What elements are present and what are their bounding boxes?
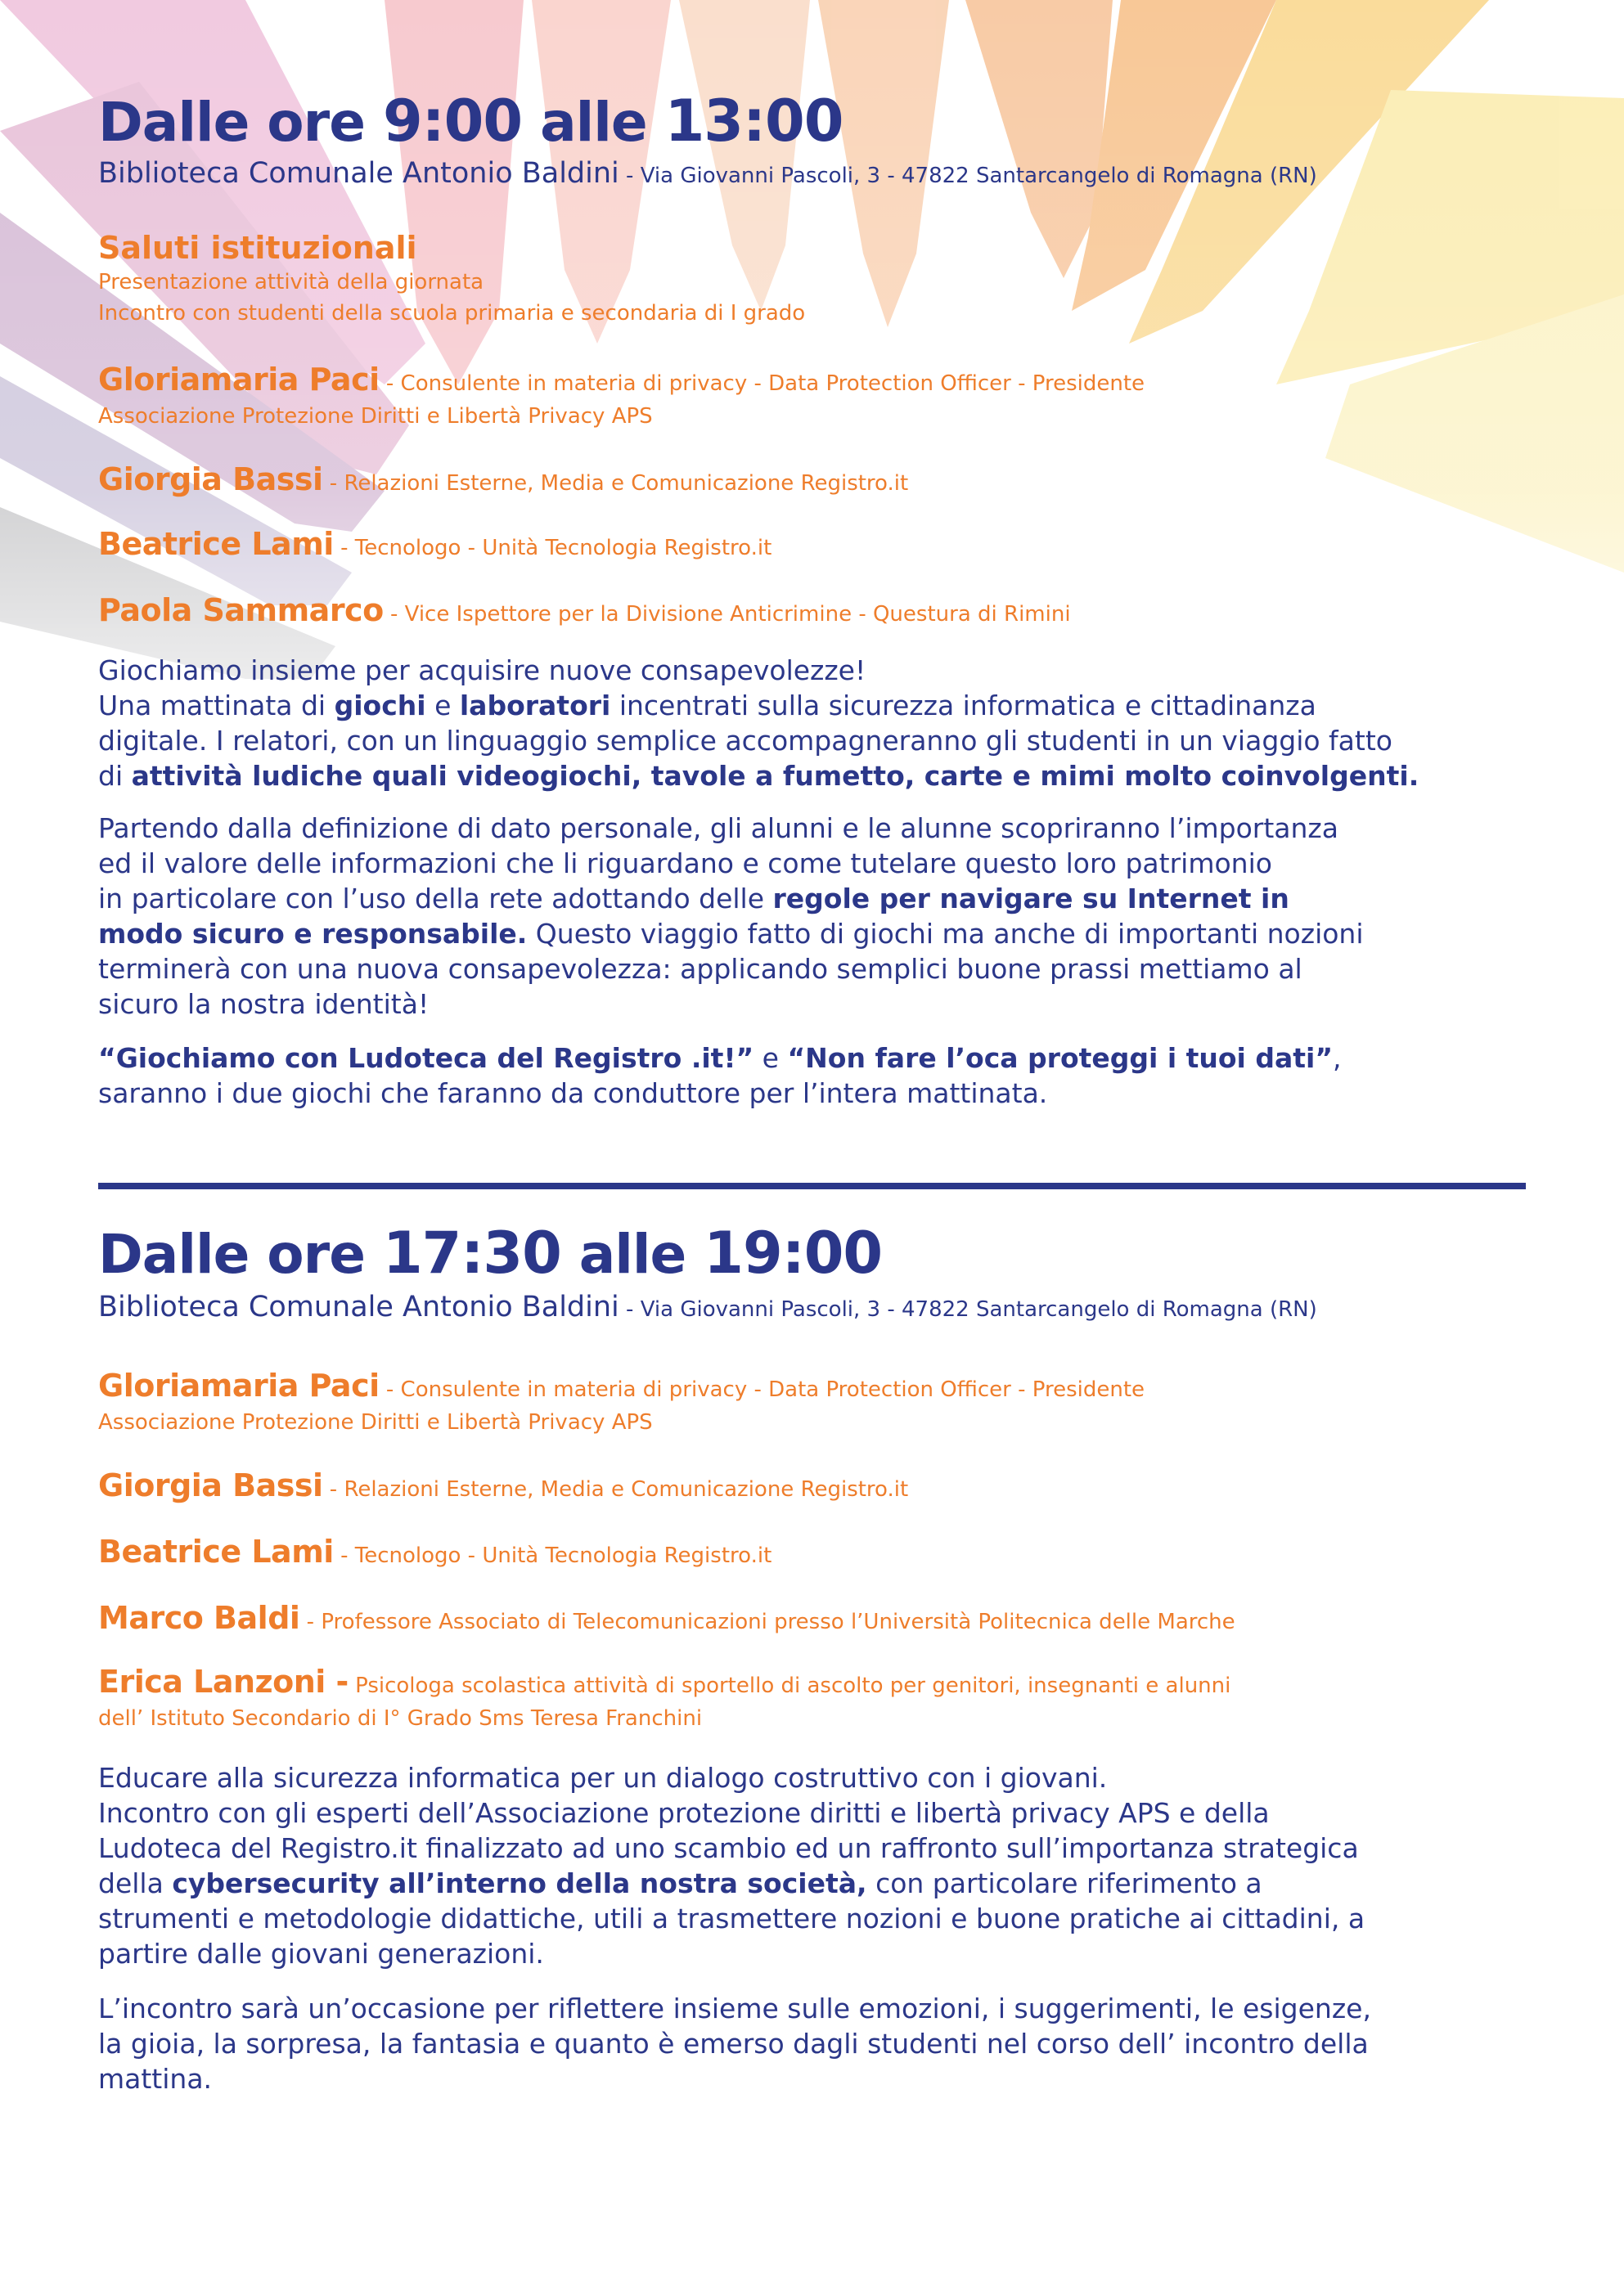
- speaker-detail: - Vice Ispettore per la Divisione Anticrimine - Questura di Rimini: [383, 602, 1071, 627]
- text-line: di attività ludiche quali videogiochi, tavole a fumetto, carte e mimi molto coinvolgenti.: [98, 760, 1419, 792]
- text-line: Educare alla sicurezza informatica per un dialogo costruttivo con i giovani.: [98, 1762, 1108, 1794]
- text-line: saranno i due giochi che faranno da conduttore per l’intera mattinata.: [98, 1077, 1048, 1109]
- speaker-detail: Psicologa scolastica attività di sportello di ascolto per genitori, insegnanti e alunni: [348, 1674, 1231, 1698]
- speaker-name: Gloriamaria Paci: [98, 362, 380, 398]
- speaker-entry: [98, 1602, 1538, 1638]
- speaker-name: Paola Sammarco: [98, 592, 384, 628]
- text-line: Incontro con gli esperti dell’Associazione protezione diritti e libertà privacy APS e della: [98, 1797, 1270, 1829]
- speaker-detail: Associazione Protezione Diritti e Libertà Privacy APS: [98, 404, 653, 429]
- speaker-detail: - Consulente in materia di privacy - Data Protection Officer - Presidente: [379, 1377, 1145, 1402]
- morning-time-heading: Dalle ore 9:00 alle 13:00: [98, 88, 843, 155]
- speaker-name: Giorgia Bassi: [98, 1467, 323, 1503]
- speaker-entry: [98, 363, 1538, 433]
- text-line: modo sicuro e responsabile. Questo viaggio fatto di giochi ma anche di importanti nozioni: [98, 918, 1364, 950]
- speaker-entry: [98, 1469, 1538, 1506]
- speaker-entry: [98, 1369, 1538, 1439]
- speaker-detail: - Relazioni Esterne, Media e Comunicazione Registro.it: [322, 1477, 909, 1502]
- speaker-detail: - Tecnologo - Unità Tecnologia Registro.it: [333, 1543, 772, 1568]
- text-line: digitale. I relatori, con un linguaggio semplice accompagneranno gli studenti in un viaggio fatto: [98, 725, 1392, 757]
- saluti-title: Saluti istituzionali: [98, 230, 417, 266]
- text-line: della cybersecurity all’interno della nostra società, con particolare riferimento a: [98, 1867, 1262, 1899]
- saluti-line: Incontro con studenti della scuola primaria e secondaria di I grado: [98, 301, 806, 326]
- venue-address: - Via Giovanni Pascoli, 3 - 47822 Santarcangelo di Romagna (RN): [619, 1297, 1317, 1322]
- text-line: mattina.: [98, 2063, 213, 2095]
- venue-address: - Via Giovanni Pascoli, 3 - 47822 Santarcangelo di Romagna (RN): [619, 164, 1317, 188]
- afternoon-time-heading: Dalle ore 17:30 alle 19:00: [98, 1220, 883, 1287]
- section-divider: [98, 1183, 1526, 1189]
- morning-paragraph-1: [98, 653, 1538, 793]
- afternoon-venue: [98, 1289, 1538, 1328]
- morning-venue: [98, 155, 1538, 194]
- afternoon-paragraph-2: [98, 1991, 1538, 2096]
- text-line: Una mattinata di giochi e laboratori incentrati sulla sicurezza informatica e cittadinanza: [98, 690, 1316, 721]
- speaker-name: Erica Lanzoni -: [98, 1664, 349, 1700]
- speaker-entry: [98, 463, 1538, 500]
- text-line: ed il valore delle informazioni che li riguardano e come tutelare questo loro patrimonio: [98, 847, 1272, 879]
- text-line: terminerà con una nuova consapevolezza: applicando semplici buone prassi mettiamo al: [98, 953, 1302, 985]
- text-line: Ludoteca del Registro.it finalizzato ad uno scambio ed un raffronto sull’importanza strategica: [98, 1832, 1359, 1864]
- speaker-detail: - Relazioni Esterne, Media e Comunicazione Registro.it: [322, 471, 909, 496]
- speaker-name: Giorgia Bassi: [98, 461, 323, 497]
- text-line: strumenti e metodologie didattiche, utili a trasmettere nozioni e buone pratiche ai cittadini, a: [98, 1903, 1365, 1934]
- speaker-name: Beatrice Lami: [98, 526, 334, 562]
- text-line: Giochiamo insieme per acquisire nuove consapevolezze!: [98, 654, 866, 686]
- speaker-name: Gloriamaria Paci: [98, 1368, 380, 1404]
- speaker-detail: Associazione Protezione Diritti e Libertà Privacy APS: [98, 1410, 653, 1435]
- saluti-istituzionali: [98, 229, 1538, 329]
- text-line: Partendo dalla definizione di dato personale, gli alunni e le alunne scopriranno l’importanza: [98, 812, 1338, 844]
- speaker-entry: [98, 528, 1538, 564]
- speaker-name: Marco Baldi: [98, 1600, 300, 1636]
- saluti-line: Presentazione attività della giornata: [98, 270, 484, 294]
- text-line: la gioia, la sorpresa, la fantasia e quanto è emerso dagli studenti nel corso dell’ incontro della: [98, 2028, 1369, 2060]
- text-line: in particolare con l’uso della rete adottando delle regole per navigare su Internet in: [98, 883, 1289, 914]
- speaker-detail: - Consulente in materia di privacy - Data Protection Officer - Presidente: [379, 371, 1145, 396]
- speaker-detail: - Professore Associato di Telecomunicazioni presso l’Università Politecnica delle Marche: [299, 1610, 1235, 1634]
- speaker-detail: - Tecnologo - Unità Tecnologia Registro.it: [333, 536, 772, 560]
- text-line: partire dalle giovani generazioni.: [98, 1938, 544, 1970]
- speaker-entry: [98, 1535, 1538, 1572]
- morning-paragraph-3: [98, 1040, 1538, 1111]
- speaker-entry: [98, 594, 1538, 631]
- venue-name: Biblioteca Comunale Antonio Baldini: [98, 1291, 619, 1323]
- venue-name: Biblioteca Comunale Antonio Baldini: [98, 157, 619, 190]
- speaker-detail: dell’ Istituto Secondario di I° Grado Sms Teresa Franchini: [98, 1706, 703, 1731]
- morning-paragraph-2: [98, 811, 1538, 1022]
- text-line: L’incontro sarà un’occasione per riflettere insieme sulle emozioni, i suggerimenti, le esigenze,: [98, 1993, 1371, 2024]
- afternoon-paragraph-1: [98, 1760, 1538, 1971]
- text-line: “Giochiamo con Ludoteca del Registro .it!” e “Non fare l’oca proteggi i tuoi dati”,: [98, 1042, 1342, 1074]
- speaker-entry: [98, 1665, 1538, 1735]
- speaker-name: Beatrice Lami: [98, 1534, 334, 1570]
- text-line: sicuro la nostra identità!: [98, 988, 430, 1020]
